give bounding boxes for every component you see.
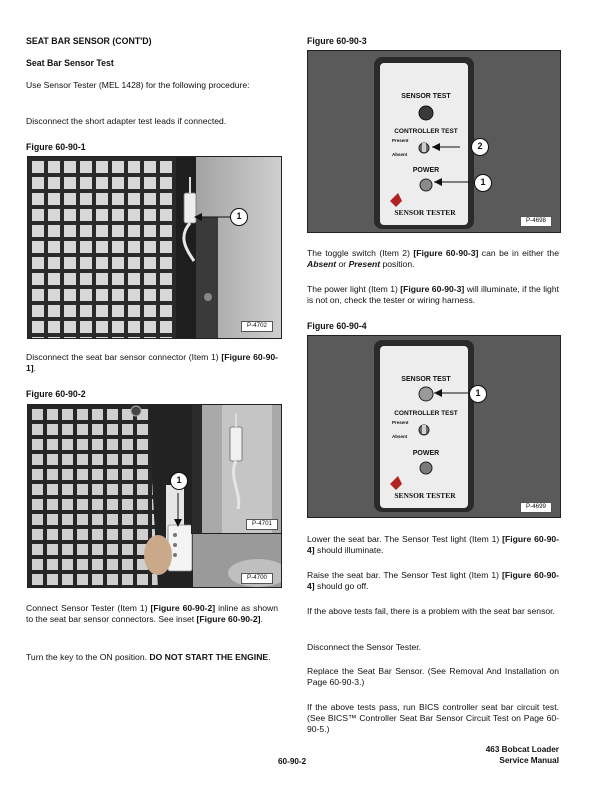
para-lower-seat-bar: Lower the seat bar. The Sensor Test light (Item 1) [Figure 60-90-4] should illuminate. xyxy=(307,534,559,555)
figure-60-90-2-inset xyxy=(191,404,282,534)
para-disconnect-seat-bar-sensor: Disconnect the seat bar sensor connector (Item 1) [Figure 60-90-1]. xyxy=(26,352,278,373)
para-turn-key-on: Turn the key to the ON position. DO NOT START THE ENGINE. xyxy=(26,652,271,662)
tester-present-label: Present xyxy=(392,138,409,143)
connector-inset-image xyxy=(192,405,282,533)
sensor-tester-device-image xyxy=(308,51,560,232)
seat-bar-grille-image xyxy=(28,157,281,338)
para-tests-pass: If the above tests pass, run BICS controller seat bar circuit test. (See BICS™ Controller Seat Bar Sensor Circuit Test on Page 60-90-5.) xyxy=(307,702,559,734)
section-title: SEAT BAR SENSOR (CONT'D) xyxy=(26,36,152,46)
figure-60-90-1-callout-1: 1 xyxy=(230,208,248,226)
tester-present-label-2: Present xyxy=(392,420,409,425)
figure-60-90-2-inset-number: P-4701 xyxy=(246,519,278,530)
tester-sensor-test-label-2: SENSOR TEST xyxy=(401,376,451,383)
figure-60-90-3-photo-number: P-4698 xyxy=(520,216,552,227)
para-raise-seat-bar: Raise the seat bar. The Sensor Test light (Item 1) [Figure 60-90-4] should go off. xyxy=(307,570,559,591)
tester-power-label: POWER xyxy=(412,167,440,174)
manual-title xyxy=(440,745,559,766)
figure-60-90-2-photo xyxy=(27,404,282,588)
figure-60-90-4-photo xyxy=(307,335,561,518)
manual-title-line-1: 463 Bobcat Loader xyxy=(485,745,559,754)
subsection-title: Seat Bar Sensor Test xyxy=(26,58,114,68)
tester-controller-test-label-2: CONTROLLER TEST xyxy=(394,410,458,417)
tester-sensor-test-label: SENSOR TEST xyxy=(401,93,451,100)
figure-60-90-2-label: Figure 60-90-2 xyxy=(26,389,86,399)
manual-title-line-2: Service Manual xyxy=(499,755,559,765)
figure-60-90-3-callout-1: 1 xyxy=(474,174,492,192)
para-toggle-switch: The toggle switch (Item 2) [Figure 60-90-3] can be in either the Absent or Present position. xyxy=(307,248,559,269)
para-disconnect-short-leads: Disconnect the short adapter test leads if connected. xyxy=(26,116,227,126)
page-number: 60-90-2 xyxy=(278,757,307,766)
figure-60-90-1-photo xyxy=(27,156,282,339)
figure-60-90-3-photo xyxy=(307,50,561,233)
tester-controller-test-label: CONTROLLER TEST xyxy=(394,128,458,135)
para-replace-sensor: Replace the Seat Bar Sensor. (See Removal And Installation on Page 60-90-3.) xyxy=(307,666,559,687)
tester-brand-label-2: SENSOR TESTER xyxy=(394,491,456,500)
figure-60-90-4-label: Figure 60-90-4 xyxy=(307,321,367,331)
tester-brand-label: SENSOR TESTER xyxy=(394,208,456,217)
tester-absent-label-2: Absent xyxy=(392,434,408,439)
figure-60-90-3-callout-2: 2 xyxy=(471,138,489,156)
para-connect-sensor-tester: Connect Sensor Tester (Item 1) [Figure 60-90-2] inline as shown to the seat bar sensor connectors. See inset [Figure 60-90-2]. xyxy=(26,603,278,624)
tester-absent-label: Absent xyxy=(392,152,408,157)
tester-power-label-2: POWER xyxy=(412,450,440,457)
figure-60-90-2-callout-1: 1 xyxy=(170,472,188,490)
figure-60-90-3-label: Figure 60-90-3 xyxy=(307,36,367,46)
figure-60-90-4-photo-number: P-4699 xyxy=(520,502,552,513)
para-power-light: The power light (Item 1) [Figure 60-90-3] will illuminate, if the light is not on, check the tester or wiring harness. xyxy=(307,284,559,305)
figure-60-90-2-photo-number: P-4700 xyxy=(241,573,273,584)
para-disconnect-tester: Disconnect the Sensor Tester. xyxy=(307,642,422,652)
para-tests-fail: If the above tests fail, there is a problem with the seat bar sensor. xyxy=(307,606,555,616)
sensor-tester-device-image-2 xyxy=(308,336,560,517)
para-use-tester: Use Sensor Tester (MEL 1428) for the following procedure: xyxy=(26,80,250,90)
figure-60-90-1-photo-number: P-4702 xyxy=(241,321,273,332)
figure-60-90-4-callout-1: 1 xyxy=(469,385,487,403)
figure-60-90-1-label: Figure 60-90-1 xyxy=(26,142,86,152)
